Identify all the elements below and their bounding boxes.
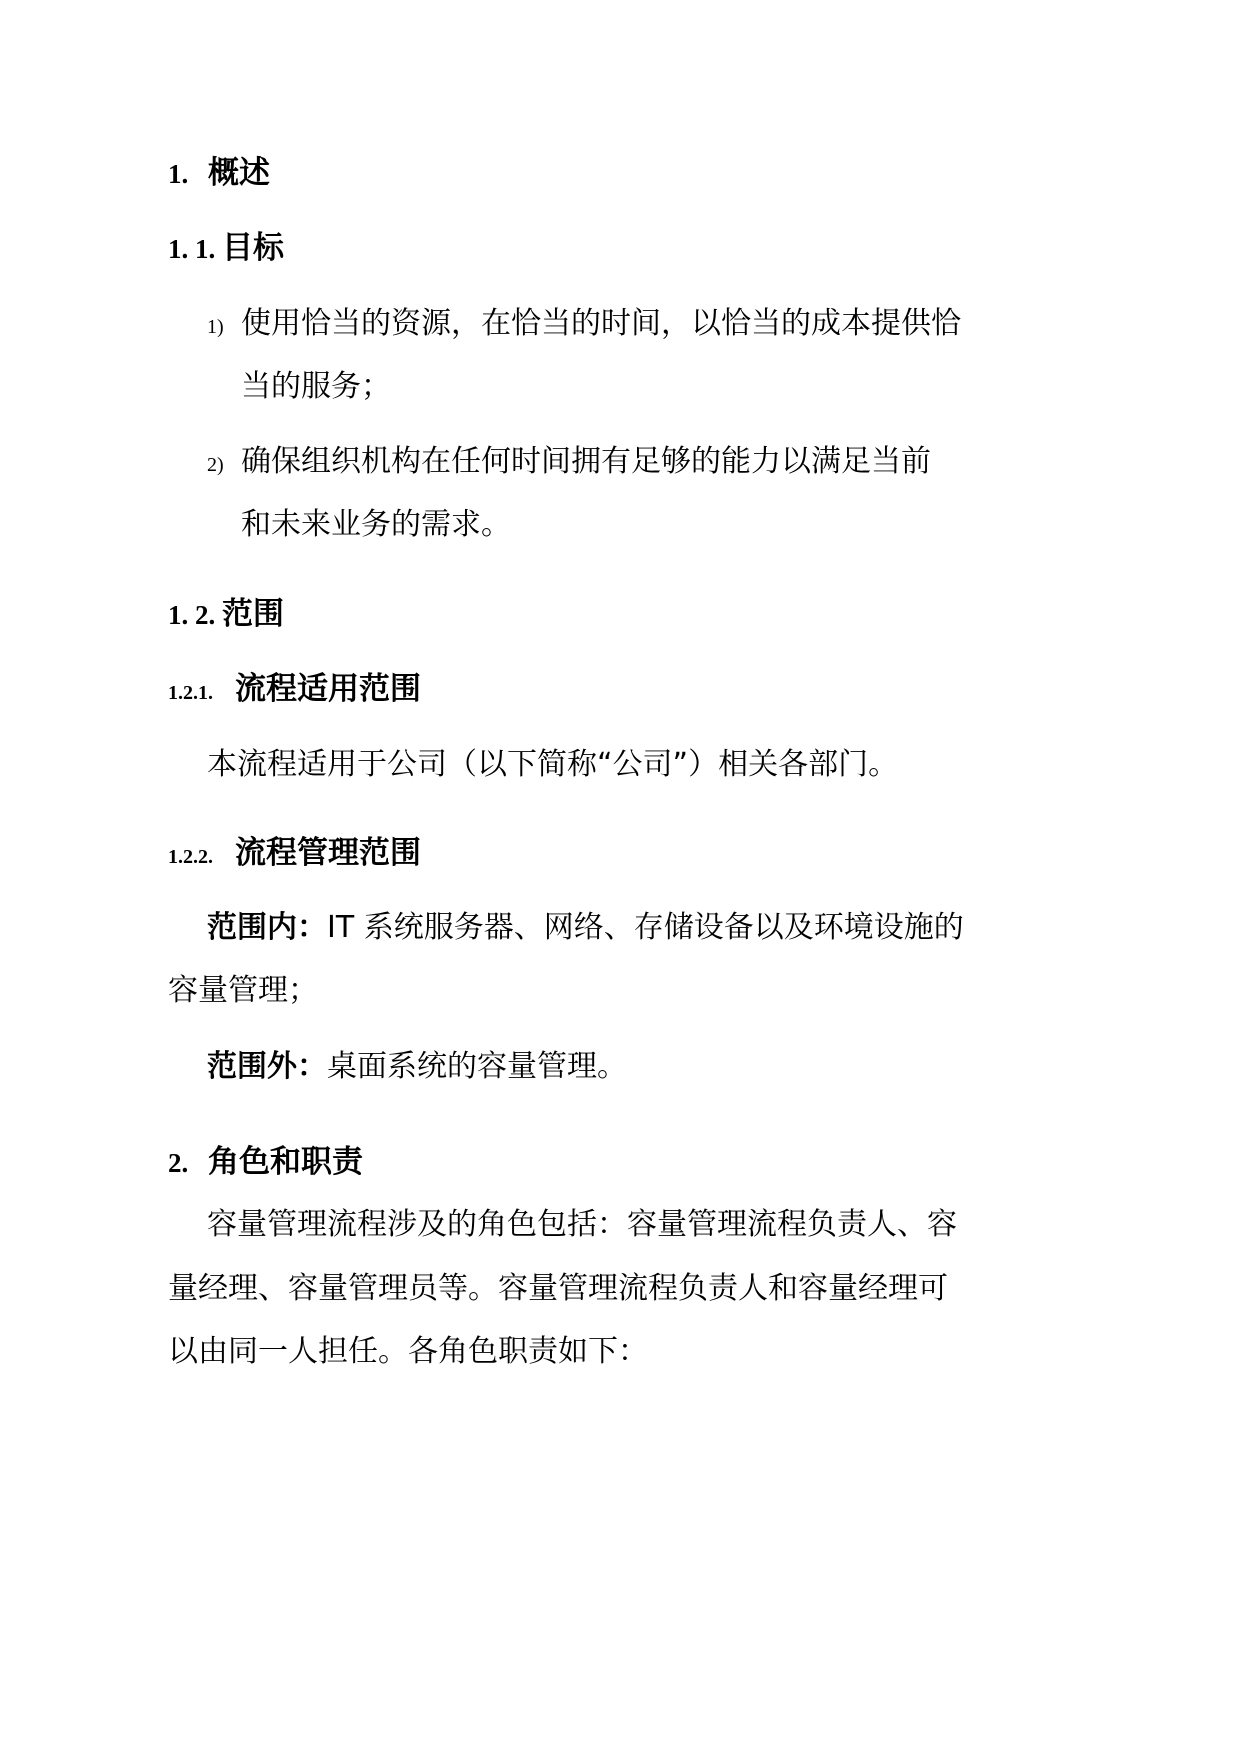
heading-section-1 <box>168 153 270 194</box>
heading-title: 角色和职责 <box>208 1144 363 1180</box>
list-marker: 1) <box>207 316 224 338</box>
in-scope-text: IT 系统服务器、网络、存储设备以及环境设施的 <box>327 910 964 945</box>
list-item-text: 使用恰当的资源，在恰当的时间，以恰当的成本提供恰 <box>241 306 961 341</box>
list-item <box>207 442 931 485</box>
out-scope-text: 桌面系统的容量管理。 <box>327 1049 627 1084</box>
heading-section-1-2-2 <box>168 833 421 877</box>
paragraph-out-scope <box>207 1047 627 1087</box>
heading-number: 1. 1. <box>168 234 216 264</box>
heading-number: 1.2.1. <box>168 682 213 704</box>
paragraph-continuation: 以由同一人担任。各角色职责如下： <box>168 1334 648 1369</box>
list-item-continuation: 和未来业务的需求。 <box>241 507 511 542</box>
out-scope-label: 范围外： <box>207 1049 327 1084</box>
heading-section-2 <box>168 1142 363 1183</box>
heading-number: 1. 2. <box>168 600 216 630</box>
list-marker: 2) <box>207 454 224 476</box>
heading-title: 流程管理范围 <box>235 835 421 871</box>
list-item-text: 确保组织机构在任何时间拥有足够的能力以满足当前 <box>241 444 931 479</box>
list-item-continuation: 当的服务； <box>241 369 391 404</box>
heading-title: 概述 <box>208 155 270 191</box>
heading-title: 流程适用范围 <box>235 671 421 707</box>
heading-number: 1.2.2. <box>168 846 213 868</box>
heading-section-1-2-1 <box>168 669 421 713</box>
paragraph: 本流程适用于公司（以下简称“公司”）相关各部门。 <box>207 747 899 782</box>
paragraph-in-scope <box>207 908 964 948</box>
heading-section-1-2 <box>168 594 284 635</box>
in-scope-label: 范围内： <box>207 910 327 945</box>
paragraph-continuation: 量经理、容量管理员等。容量管理流程负责人和容量经理可 <box>168 1271 948 1306</box>
heading-number: 2. <box>168 1148 189 1178</box>
heading-section-1-1 <box>168 228 284 269</box>
paragraph: 容量管理流程涉及的角色包括：容量管理流程负责人、容 <box>207 1207 957 1242</box>
heading-title: 目标 <box>222 230 284 266</box>
heading-number: 1. <box>168 159 189 189</box>
heading-title: 范围 <box>222 596 284 632</box>
list-item <box>207 304 961 347</box>
paragraph-continuation: 容量管理； <box>168 973 318 1008</box>
